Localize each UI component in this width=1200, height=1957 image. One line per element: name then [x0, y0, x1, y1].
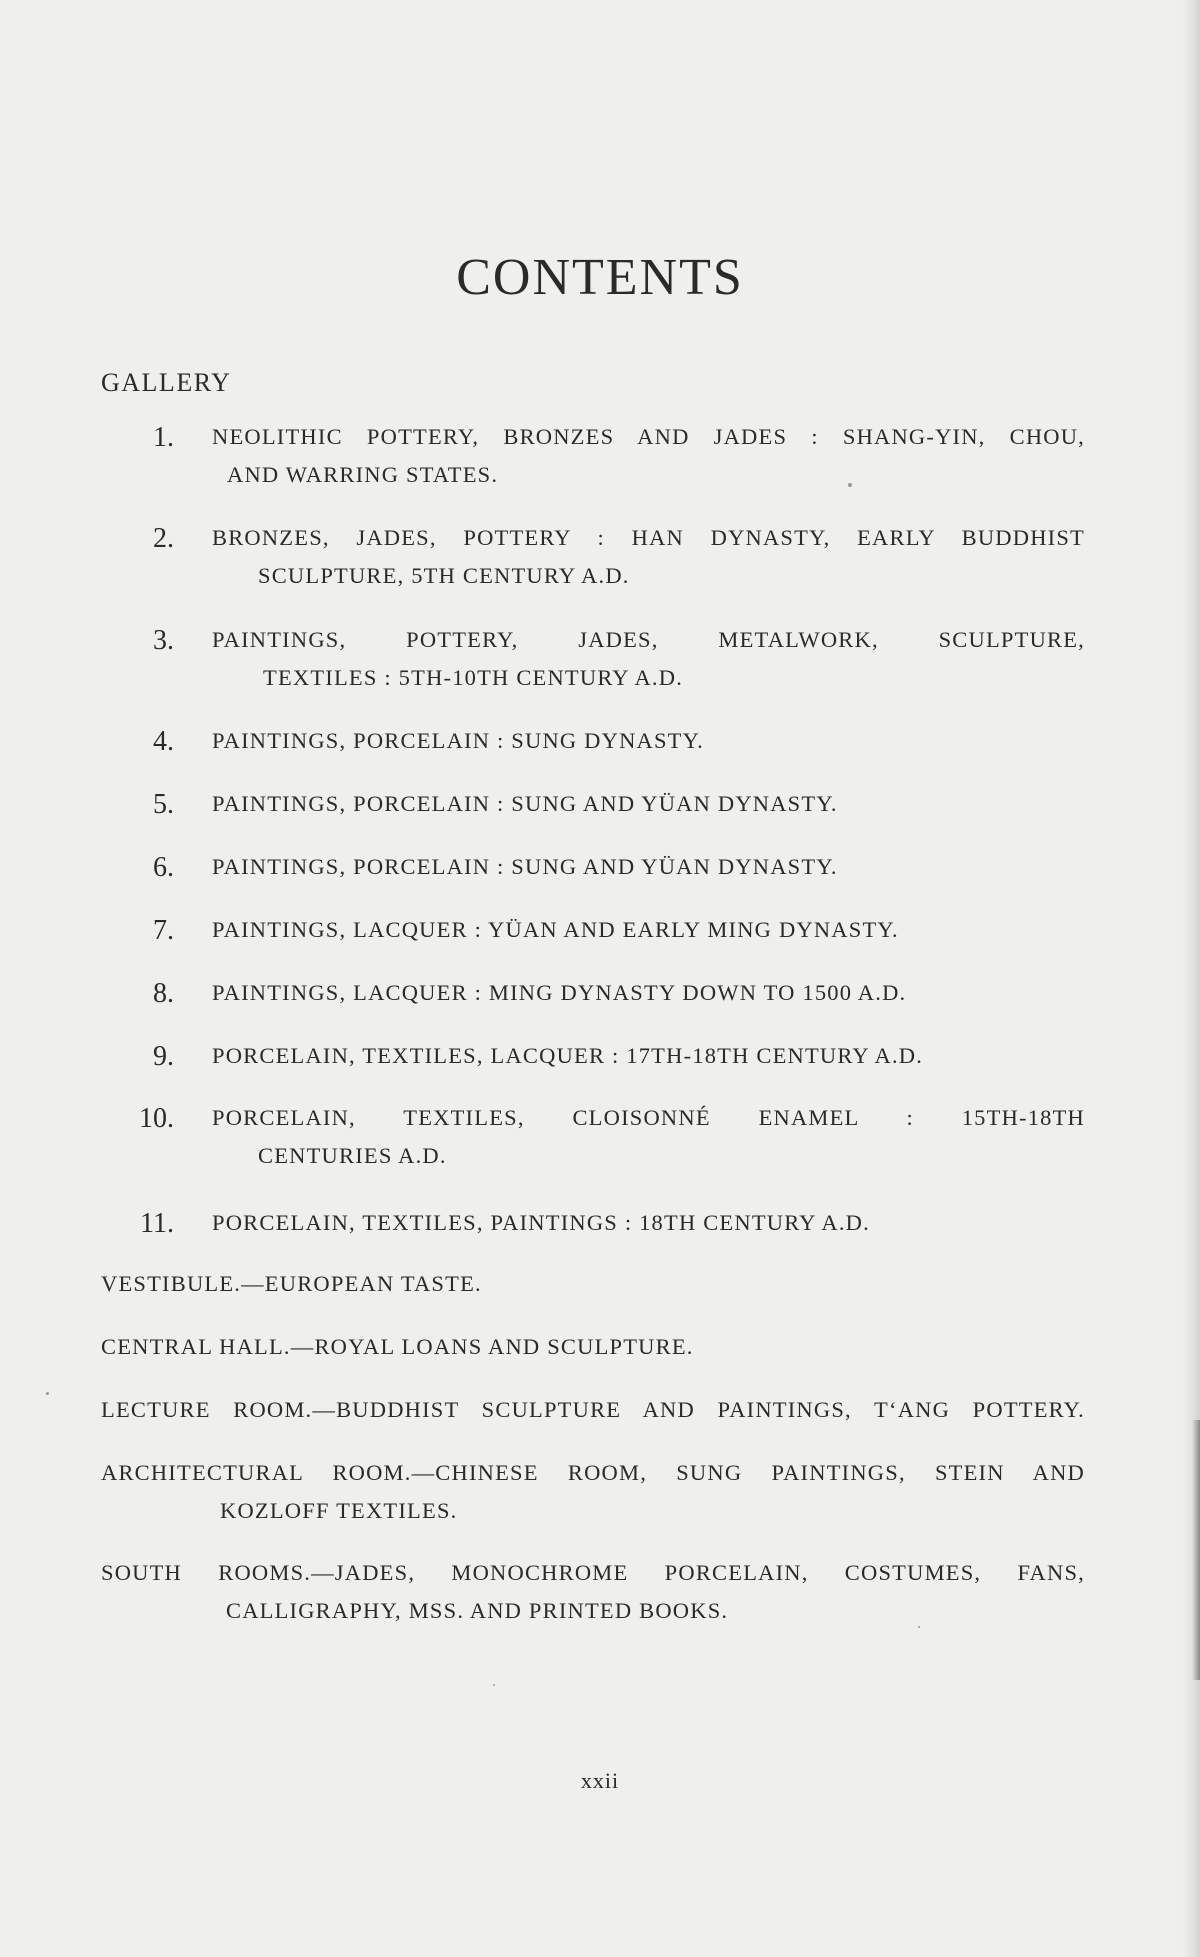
paper-speck: [848, 483, 852, 487]
room-line: CALLIGRAPHY, MSS. AND PRINTED BOOKS.: [226, 1598, 729, 1623]
paper-speck: [46, 1392, 49, 1395]
entry-line: PORCELAIN, TEXTILES, CLOISONNÉ ENAMEL : 15TH-18TH: [212, 1105, 1085, 1130]
entry-line: AND WARRING STATES.: [227, 462, 499, 487]
room-line: SOUTH ROOMS.—JADES, MONOCHROME PORCELAIN, COSTUMES, FANS,: [101, 1560, 1085, 1585]
entry-number: 5.: [153, 789, 174, 820]
entry-number: 9.: [153, 1041, 174, 1072]
entry-line: PAINTINGS, LACQUER : MING DYNASTY DOWN TO 1500 A.D.: [212, 980, 907, 1005]
entry-line: PAINTINGS, POTTERY, JADES, METALWORK, SCULPTURE,: [212, 627, 1085, 652]
entry-line: TEXTILES : 5TH-10TH CENTURY A.D.: [263, 665, 684, 690]
entry-line: PAINTINGS, PORCELAIN : SUNG AND YÜAN DYNASTY.: [212, 791, 838, 816]
entry-number: 6.: [153, 852, 174, 883]
entry-number: 8.: [153, 978, 174, 1009]
paper-speck: [493, 1684, 495, 1686]
entry-line: PORCELAIN, TEXTILES, PAINTINGS : 18TH CENTURY A.D.: [212, 1210, 870, 1235]
gallery-heading: GALLERY: [101, 368, 232, 397]
entry-line: PAINTINGS, PORCELAIN : SUNG AND YÜAN DYNASTY.: [212, 854, 838, 879]
entry-line: PORCELAIN, TEXTILES, LACQUER : 17TH-18TH CENTURY A.D.: [212, 1043, 924, 1068]
entry-number: 11.: [140, 1208, 174, 1239]
entry-line: CENTURIES A.D.: [258, 1143, 447, 1168]
room-line: ARCHITECTURAL ROOM.—CHINESE ROOM, SUNG PAINTINGS, STEIN AND: [101, 1460, 1085, 1485]
room-line: VESTIBULE.—EUROPEAN TASTE.: [101, 1271, 482, 1296]
paper-speck: [918, 1626, 920, 1628]
page-title: CONTENTS: [456, 249, 744, 306]
entry-line: BRONZES, JADES, POTTERY : HAN DYNASTY, EARLY BUDDHIST: [212, 525, 1085, 550]
entry-line: PAINTINGS, PORCELAIN : SUNG DYNASTY.: [212, 728, 705, 753]
entry-number: 2.: [153, 523, 174, 554]
room-line: LECTURE ROOM.—BUDDHIST SCULPTURE AND PAINTINGS, T‘ANG POTTERY.: [101, 1397, 1085, 1422]
entry-line: NEOLITHIC POTTERY, BRONZES AND JADES : SHANG-YIN, CHOU,: [212, 424, 1085, 449]
entry-number: 7.: [153, 915, 174, 946]
entry-number: 3.: [153, 625, 174, 656]
entry-line: SCULPTURE, 5TH CENTURY A.D.: [258, 563, 630, 588]
entry-line: PAINTINGS, LACQUER : YÜAN AND EARLY MING DYNASTY.: [212, 917, 899, 942]
room-line: CENTRAL HALL.—ROYAL LOANS AND SCULPTURE.: [101, 1334, 694, 1359]
entry-number: 4.: [153, 726, 174, 757]
room-line: KOZLOFF TEXTILES.: [220, 1498, 458, 1523]
page-number: xxii: [580, 1768, 620, 1793]
entry-number: 1.: [153, 422, 174, 453]
entry-number: 10.: [139, 1103, 174, 1134]
spine-band: [1192, 1420, 1200, 1680]
